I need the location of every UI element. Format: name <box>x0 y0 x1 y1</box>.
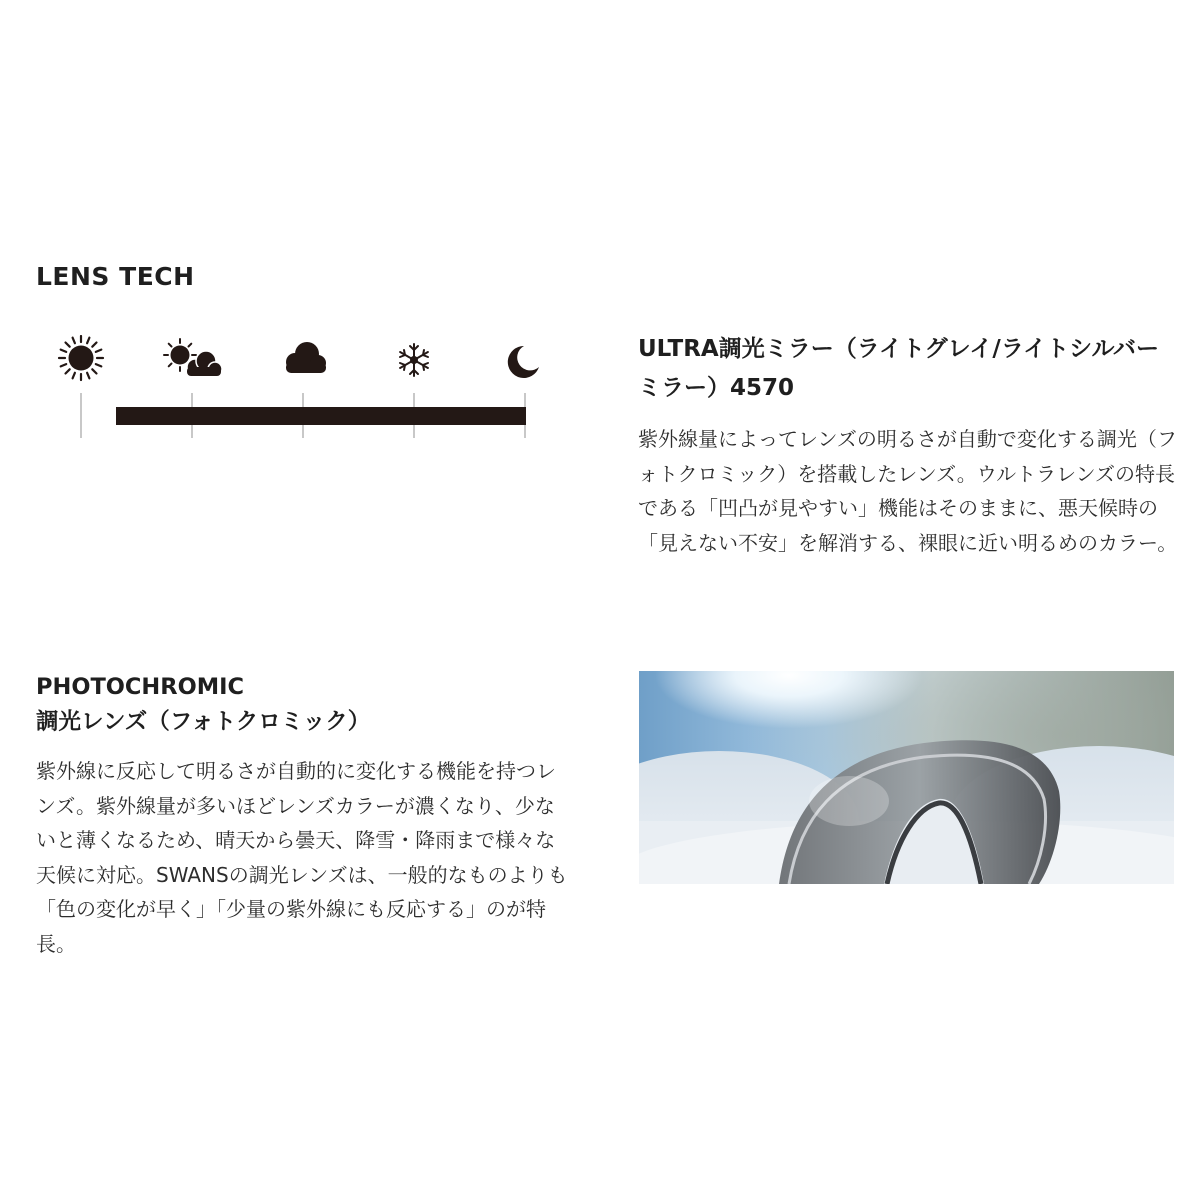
photochromic-title-en: PHOTOCHROMIC <box>36 674 244 700</box>
product-title: ULTRA調光ミラー（ライトグレイ/ライトシルバーミラー）4570 <box>638 336 1159 401</box>
lens-range-bar <box>116 407 526 425</box>
snowflake-icon <box>400 344 428 376</box>
photochromic-section <box>36 670 571 961</box>
sun-icon <box>59 336 103 380</box>
product-text: 紫外線量によってレンズの明るさが自動で変化する調光（フォトクロミック）を搭載したレンズ。ウルトラレンズの特長である「凹凸が見やすい」機能はそのままに、悪天候時の「見えない不安」を解消する、裸眼に近い明るめのカラー。 <box>638 427 1178 555</box>
lens-tech-title: LENS TECH <box>36 262 195 291</box>
goggle-lens-photo <box>639 671 1174 884</box>
product-description <box>638 330 1178 560</box>
photochromic-text: 紫外線に反応して明るさが自動的に変化する機能を持つレンズ。紫外線量が多いほどレンズカラーが濃くなり、少ないと薄くなるため、晴天から曇天、降雪・降雨まで様々な天候に対応。SWANSの調光レンズは、一般的なものよりも「色の変化が早く」「少量の紫外線にも反応する」のが特長。 <box>36 759 568 956</box>
photochromic-title-ja: 調光レンズ（フォトクロミック） <box>36 709 371 735</box>
weather-lens-scale <box>50 335 550 445</box>
sun-cloud-icon <box>164 339 222 376</box>
moon-icon <box>508 346 539 378</box>
cloud-icon <box>286 342 326 373</box>
